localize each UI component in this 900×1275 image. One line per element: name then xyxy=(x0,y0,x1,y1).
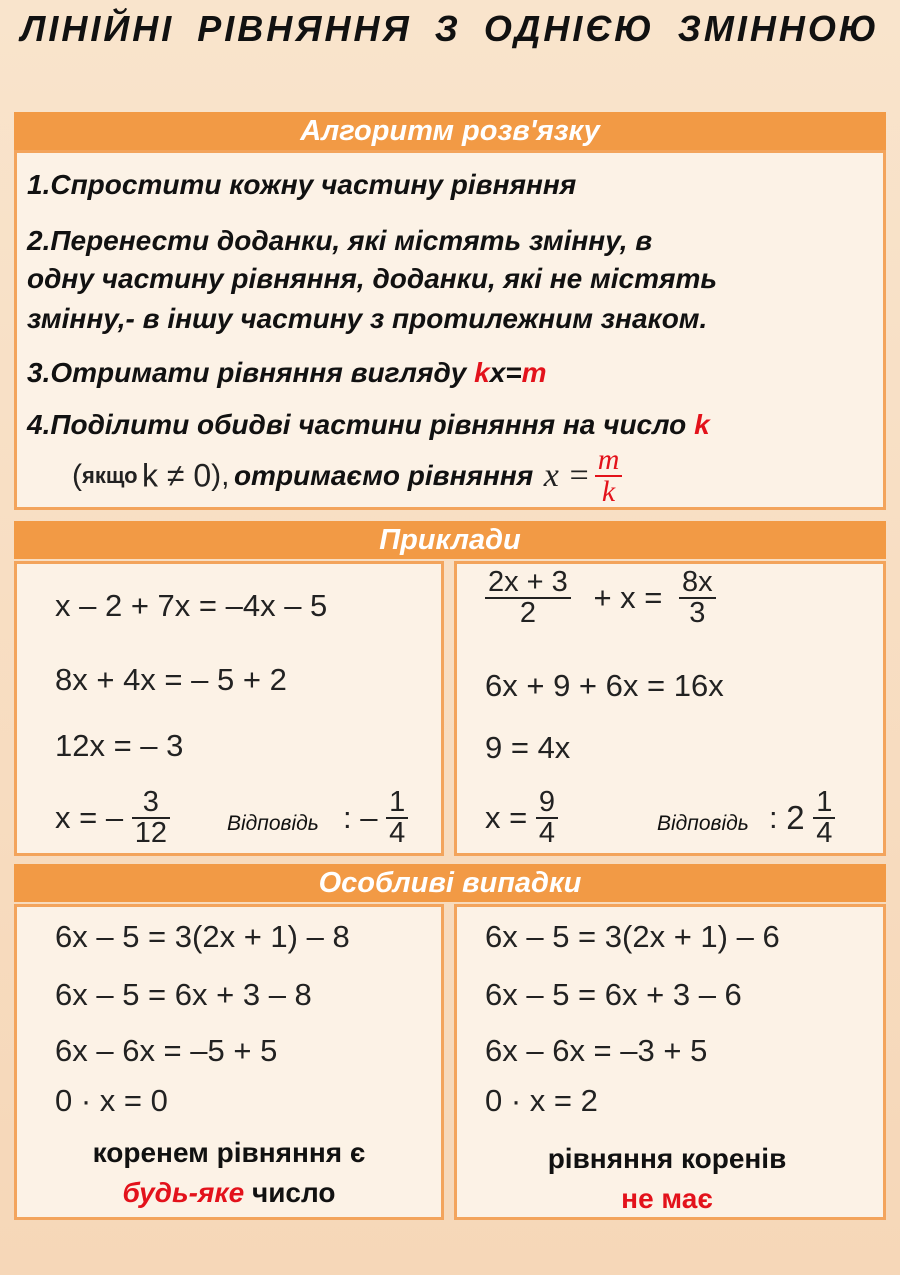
step-3-text: 3.Отримати рівняння вигляду xyxy=(27,357,475,388)
example-left-fraction xyxy=(132,788,170,848)
example-right-x-lhs: x = xyxy=(485,800,528,835)
example-left-panel xyxy=(14,561,444,856)
algorithm-step-2-line-1: 2.Перенести доданки, які містять змінну, в xyxy=(27,225,653,256)
condition-result: отримаємо рівняння xyxy=(233,460,534,491)
examples-header: Приклади xyxy=(14,521,886,559)
special-right-line-1: 6x – 5 = 3(2x + 1) – 6 xyxy=(485,919,780,954)
example-right-answer xyxy=(769,788,835,848)
formula-fraction xyxy=(595,445,623,507)
example-left-line-1: x – 2 + 7x = –4x – 5 xyxy=(55,588,328,623)
example-right-denominator: 4 xyxy=(538,817,555,849)
example-right-answer-sep: : xyxy=(769,800,778,835)
algorithm-step-2-line-2: одну частину рівняння, доданки, які не містять xyxy=(27,263,718,294)
example-right-right-denominator: 3 xyxy=(689,597,706,629)
condition-expression: k ≠ 0 xyxy=(142,457,212,494)
example-left-x-lhs: x = – xyxy=(55,800,124,835)
step-4-k: k xyxy=(694,409,710,440)
example-right-answer-label: Відповідь xyxy=(657,812,749,835)
special-right-line-4: 0 · x = 2 xyxy=(485,1083,598,1118)
algorithm-step-1: 1.Спростити кожну частину рівняння xyxy=(27,169,577,200)
special-left-note xyxy=(17,1133,441,1213)
example-left-denominator: 12 xyxy=(134,817,167,849)
example-right-answer-denominator: 4 xyxy=(816,817,833,849)
special-right-line-3: 6x – 6x = –3 + 5 xyxy=(485,1033,708,1068)
example-right-answer-fraction xyxy=(813,788,835,848)
example-left-line-3: 12x = – 3 xyxy=(55,728,184,763)
page-title: ЛІНІЙНІ РІВНЯННЯ З ОДНІЄЮ ЗМІННОЮ xyxy=(20,8,880,49)
example-right-left-numerator: 2x + 3 xyxy=(485,568,571,599)
example-right-left-fraction xyxy=(485,568,571,628)
example-left-answer-fraction xyxy=(386,788,408,848)
step-3-k: k xyxy=(474,357,490,388)
example-right-answer-whole: 2 xyxy=(786,799,805,836)
formula-numerator: m xyxy=(595,445,623,477)
example-right-right-fraction xyxy=(679,568,716,628)
example-right-left-denominator: 2 xyxy=(519,597,536,629)
special-right-note-red: не має xyxy=(621,1183,713,1214)
condition-open: ( xyxy=(72,459,82,492)
example-right-middle: + x = xyxy=(593,580,663,615)
special-cases-header: Особливі випадки xyxy=(14,864,886,902)
example-left-answer-numerator: 1 xyxy=(386,788,408,819)
special-right-panel xyxy=(454,904,886,1220)
example-left-line-4 xyxy=(55,788,170,848)
example-right-right-numerator: 8x xyxy=(679,568,716,599)
special-right-line-2: 6x – 5 = 6x + 3 – 6 xyxy=(485,977,742,1012)
special-left-panel xyxy=(14,904,444,1220)
algorithm-condition xyxy=(72,445,622,509)
special-left-line-3: 6x – 6x = –5 + 5 xyxy=(55,1033,278,1068)
example-left-answer-sep: : xyxy=(343,800,352,835)
special-left-note-rest: число xyxy=(244,1177,336,1208)
example-right-line-4 xyxy=(485,788,558,848)
special-left-line-2: 6x – 5 = 6x + 3 – 8 xyxy=(55,977,312,1012)
formula-lhs: x = xyxy=(543,457,591,494)
condition-close: ), xyxy=(211,459,230,492)
algorithm-panel xyxy=(14,150,886,510)
step-3-m: m xyxy=(521,357,547,388)
example-right-line-2: 6x + 9 + 6x = 16x xyxy=(485,668,724,703)
special-left-line-1: 6x – 5 = 3(2x + 1) – 8 xyxy=(55,919,350,954)
example-left-answer xyxy=(343,788,408,848)
step-4-text: 4.Поділити обидві частини рівняння на число xyxy=(27,409,695,440)
algorithm-header: Алгоритм розв'язку xyxy=(14,112,886,150)
formula-denominator: k xyxy=(601,475,616,508)
special-left-note-red: будь-яке xyxy=(122,1177,245,1208)
special-left-note-line-2 xyxy=(17,1173,441,1213)
algorithm-step-3 xyxy=(27,357,547,389)
special-left-note-line-1: коренем рівняння є xyxy=(92,1137,366,1168)
example-left-answer-denominator: 4 xyxy=(389,817,406,849)
example-right-line-1 xyxy=(485,568,716,628)
example-right-fraction xyxy=(536,788,558,848)
special-right-note-line-1: рівняння коренів xyxy=(547,1143,787,1174)
example-left-answer-sign: – xyxy=(360,800,378,835)
algorithm-step-4 xyxy=(27,409,710,441)
example-right-numerator: 9 xyxy=(536,788,558,819)
step-3-x: x= xyxy=(489,357,522,388)
special-left-line-4: 0 · x = 0 xyxy=(55,1083,168,1118)
example-left-numerator: 3 xyxy=(132,788,170,819)
special-right-note xyxy=(457,1139,877,1219)
condition-word: якщо xyxy=(82,463,138,488)
example-left-line-2: 8x + 4x = – 5 + 2 xyxy=(55,662,287,697)
example-right-answer-numerator: 1 xyxy=(813,788,835,819)
example-left-answer-label: Відповідь xyxy=(227,812,319,835)
algorithm-step-2-line-3: змінну,- в іншу частину з протилежним знаком. xyxy=(27,303,708,334)
example-right-panel xyxy=(454,561,886,856)
example-right-line-3: 9 = 4x xyxy=(485,730,571,765)
